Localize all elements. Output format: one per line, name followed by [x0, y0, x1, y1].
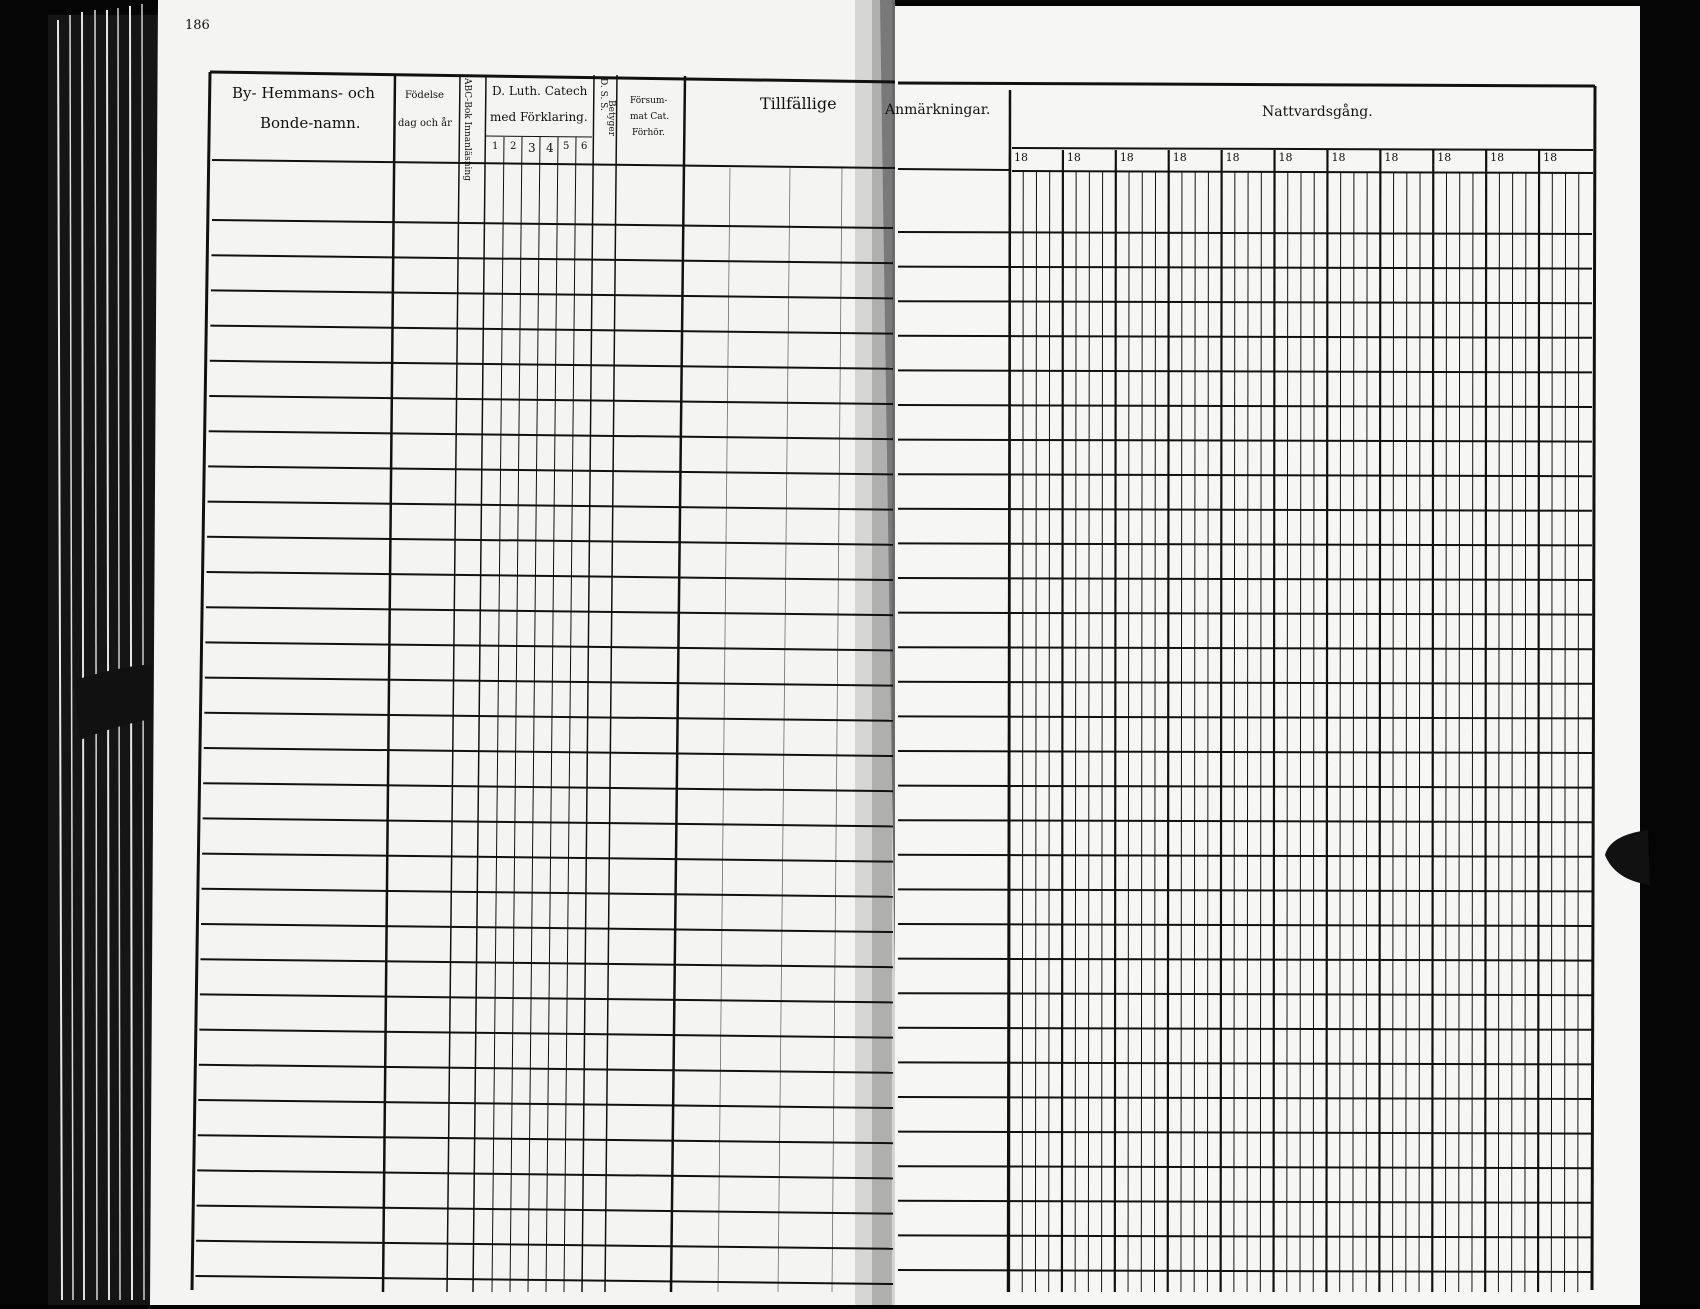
header-village-farm-line2: Bonde-namn.: [260, 114, 361, 132]
header-catechism-line1: D. Luth. Catech: [492, 84, 588, 98]
communion-column-line: [1485, 150, 1486, 1292]
header-birth-line2: dag och år: [398, 118, 452, 129]
header-missed-line3: Förhör.: [632, 128, 665, 138]
communion-year-label: 18: [1331, 151, 1346, 164]
communion-year-label: 18: [1066, 151, 1081, 164]
communion-year-label: 18: [1278, 151, 1293, 164]
communion-column-line: [1432, 150, 1433, 1292]
communion-column-line: [1009, 150, 1010, 1292]
header-missed-line1: Försum-: [630, 96, 668, 106]
communion-column-line: [1168, 150, 1169, 1292]
header-missed-line2: mat Cat.: [630, 112, 670, 122]
communion-column-line: [1538, 150, 1539, 1292]
communion-year-label: 18: [1225, 151, 1240, 164]
catechism-part-3: 3: [528, 141, 536, 155]
header-remarks: Anmärkningar.: [885, 102, 991, 118]
header-village-farm-line1: By- Hemmans- och: [232, 84, 375, 102]
page-number: 186: [185, 18, 210, 33]
communion-year-label: 18: [1014, 151, 1028, 164]
communion-column-line: [1274, 150, 1275, 1292]
catechism-part-6: 6: [581, 141, 588, 152]
header-temporary: Tillfällige: [760, 94, 837, 113]
communion-year-label: 18: [1172, 151, 1187, 164]
header-dss: D. S. S.: [598, 78, 608, 111]
communion-year-label: 18: [1543, 151, 1558, 164]
communion-year-label: 18: [1490, 151, 1505, 164]
catechism-part-4: 4: [546, 141, 554, 155]
communion-year-label: 18: [1437, 151, 1452, 164]
communion-column-line: [1062, 150, 1063, 1292]
communion-column-line: [1221, 150, 1222, 1292]
header-catechism-line2: med Förklaring.: [490, 110, 588, 124]
communion-column-line: [1326, 150, 1327, 1292]
header-abc-reading: ABC-Bok Innanläsning: [462, 78, 472, 181]
left-page: [150, 0, 900, 1305]
catechism-part-1: 1: [492, 141, 499, 152]
header-birth-line1: Födelse: [405, 90, 444, 101]
page-stack-edges: [48, 4, 158, 1305]
catechism-part-5: 5: [563, 141, 570, 152]
communion-column-line: [1115, 150, 1116, 1292]
communion-year-label: 18: [1384, 151, 1399, 164]
communion-column-line: [1379, 150, 1380, 1292]
header-betyger: Betyger: [606, 100, 616, 137]
catechism-part-2: 2: [510, 141, 517, 152]
communion-year-label: 18: [1119, 151, 1134, 164]
header-communion: Nattvardsgång.: [1262, 104, 1373, 120]
